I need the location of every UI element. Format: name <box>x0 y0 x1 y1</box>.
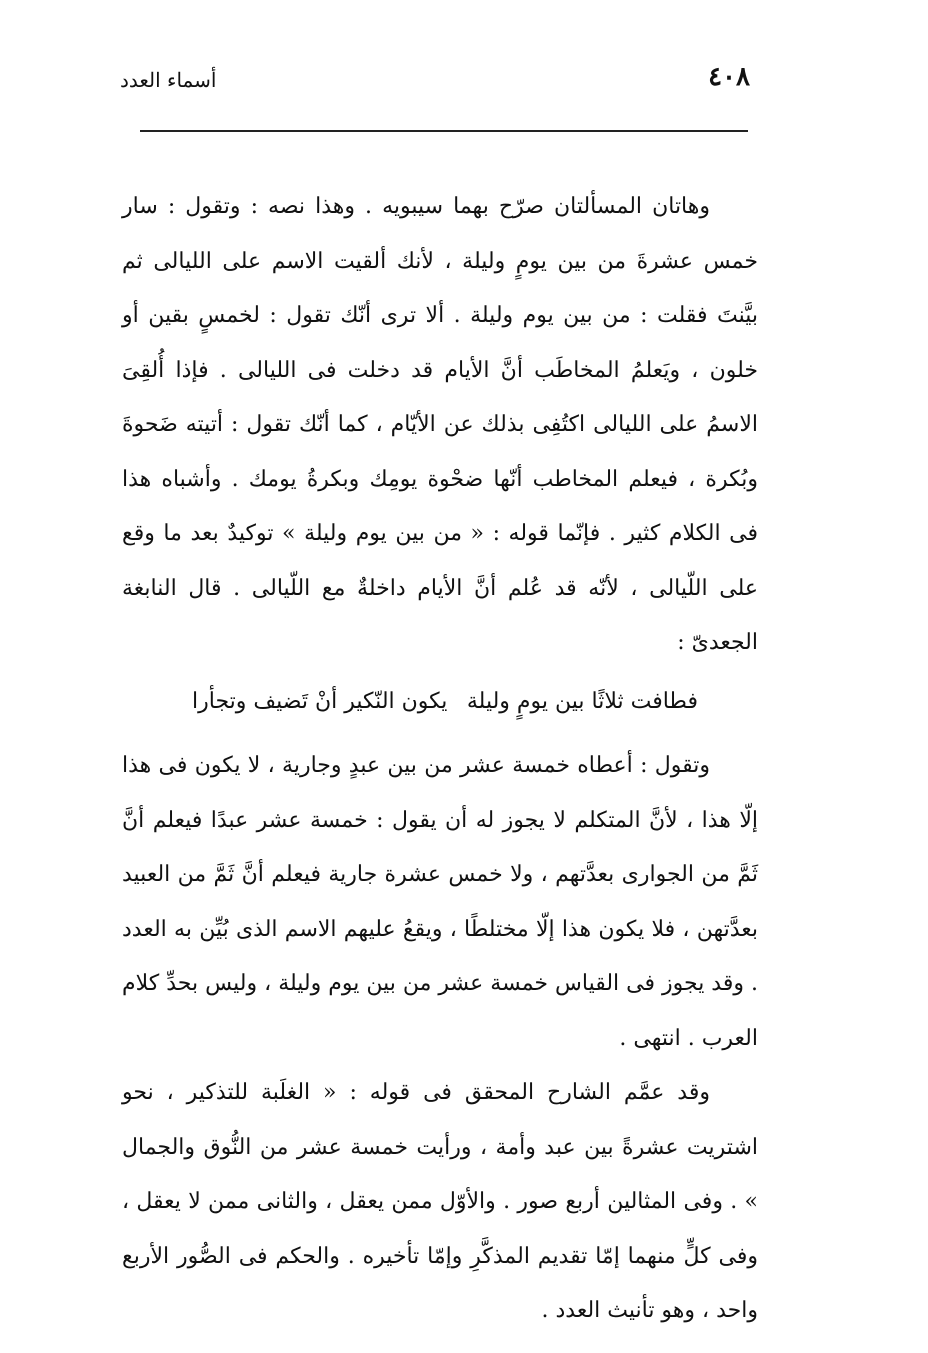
body-text <box>122 180 758 1339</box>
running-title: أسماء العدد <box>120 68 217 92</box>
header-rule <box>140 130 748 132</box>
paragraph-1: وهاتان المسألتان صرّح بهما سيبويه . وهذا نصه : وتقول : سار خمس عشرةَ من بين يومٍ وليلة ، لأنك ألقيت الاسم على الليالى ثم بيَّنتَ فقلت : من بين يوم وليلة . ألا ترى أنّك تقول : لخمسٍ بقين أو خلون ، ويَعلمُ المخاطَب أنَّ الأيام قد دخلت فى الليالى . فإذا أُلقِىَ الاسمُ على الليالى اكتُفِى بذلك عن الأيّام ، كما أنّك تقول : أتيته ضَحوةَ وبُكرة ، فيعلم المخاطب أنّها ضحْوة يومِك وبكرةُ يومك . وأشباه هذا فى الكلام كثير . فإنّما قوله : « من بين يوم وليلة » توكيدٌ بعد ما وقع على اللّيالى ، لأنّه قد عُلم أنَّ الأيام داخلةٌ مع اللّيالى . قال النابغة الجعدىّ : <box>122 194 758 655</box>
verse-hemistich-1: فطافت ثلاثًا بين يومٍ وليلة <box>466 688 698 714</box>
page-header <box>120 62 750 102</box>
paragraph-2: وتقول : أعطاه خمسة عشر من بين عبدٍ وجارية ، لا يكون فى هذا إلّا هذا ، لأنَّ المتكلم لا يجوز له أن يقول : خمسة عشر عبدًا فيعلم أنَّ ثَمَّ من الجوارى بعدَّتهم ، ولا خمس عشرة جارية فيعلم أنَّ ثَمَّ من العبيد بعدَّتهن ، فلا يكون هذا إلّا مختلطًا ، ويقعُ عليهم الاسم الذى بُيِّن به العدد . وقد يجوز فى القياس خمسة عشر من بين يوم وليلة ، وليس بحدِّ كلام العرب . انتهى . <box>122 753 758 1051</box>
paragraph-3: وقد عمَّم الشارح المحقق فى قوله : « الغلَبة للتذكير ، نحو اشتريت عشرةً بين عبد وأمة ، ورأيت خمسة عشر من النُّوق والجمال » . وفى المثالين أربع صور . والأوّل ممن يعقل ، والثانى ممن لا يعقل ، وفى كلٍّ منهما إمّا تقديم المذكَّرِ وإمّا تأخيره . والحكم فى الصُّور الأربع واحد ، وهو تأنيث العدد . <box>122 1080 758 1323</box>
page-number: ٤٠٨ <box>708 62 750 92</box>
verse-line <box>122 675 758 730</box>
verse-hemistich-2: يكون النّكير أنْ تَضيف وتجأرا <box>192 688 448 714</box>
